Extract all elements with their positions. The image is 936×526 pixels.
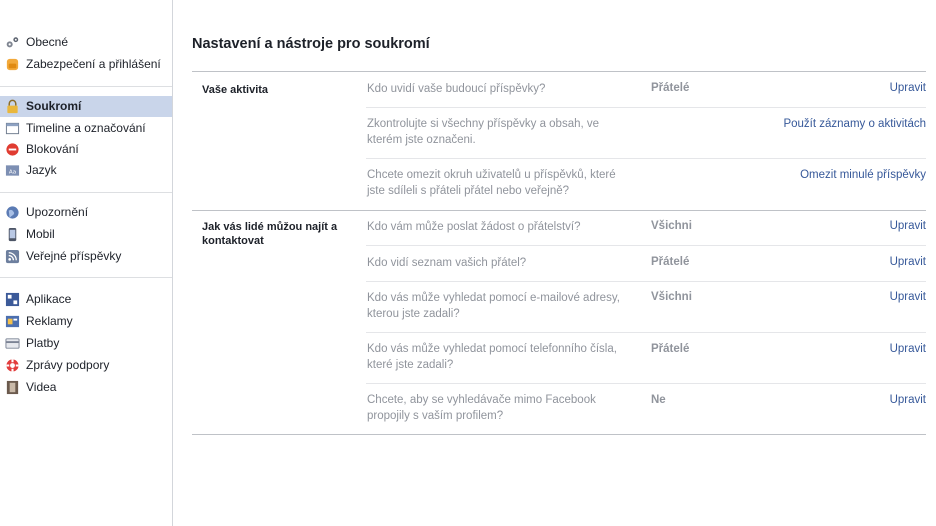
row-divider bbox=[366, 332, 926, 333]
rss-icon bbox=[5, 249, 20, 264]
section-title-how-people-find-you: Jak vás lidé můžou najít a kontaktovat bbox=[202, 221, 338, 247]
settings-sidebar bbox=[0, 0, 173, 526]
setting-value: Přátelé bbox=[651, 82, 690, 94]
limit-past-posts-link[interactable]: Omezit minulé příspěvky bbox=[800, 169, 926, 181]
sidebar-item-label: Jazyk bbox=[26, 163, 57, 177]
ads-icon bbox=[5, 314, 20, 329]
sidebar-item-label: Zprávy podpory bbox=[26, 358, 110, 372]
sidebar-item-notifications[interactable] bbox=[0, 202, 172, 223]
section-title-your-activity: Vaše aktivita bbox=[202, 84, 269, 96]
section-divider bbox=[192, 71, 926, 72]
sidebar-item-public-posts[interactable] bbox=[0, 246, 172, 267]
sidebar-item-label: Platby bbox=[26, 336, 60, 350]
sidebar-item-language[interactable] bbox=[0, 160, 172, 181]
mobile-icon bbox=[5, 227, 20, 242]
sidebar-item-label: Aplikace bbox=[26, 292, 72, 306]
sidebar-item-label: Obecné bbox=[26, 35, 69, 49]
row-divider bbox=[366, 107, 926, 108]
sidebar-item-label: Mobil bbox=[26, 227, 55, 241]
edit-search-engine-link[interactable]: Upravit bbox=[889, 394, 926, 406]
setting-value: Všichni bbox=[651, 220, 692, 232]
sidebar-item-label: Veřejné příspěvky bbox=[26, 249, 122, 263]
use-activity-log-link[interactable]: Použít záznamy o aktivitách bbox=[783, 118, 926, 130]
block-icon bbox=[5, 142, 20, 157]
privacy-settings-panel bbox=[174, 0, 936, 526]
sidebar-item-label: Timeline a označování bbox=[26, 121, 146, 135]
sidebar-item-label: Videa bbox=[26, 380, 57, 394]
sidebar-item-blocking[interactable] bbox=[0, 139, 172, 160]
sidebar-item-label: Upozornění bbox=[26, 205, 89, 219]
sidebar-item-ads[interactable] bbox=[0, 311, 172, 332]
sidebar-divider bbox=[0, 192, 172, 193]
edit-future-posts-link[interactable]: Upravit bbox=[889, 82, 926, 94]
page-title: Nastavení a nástroje pro soukromí bbox=[192, 36, 430, 52]
edit-friend-requests-link[interactable]: Upravit bbox=[889, 220, 926, 232]
sidebar-item-label: Soukromí bbox=[26, 99, 82, 113]
sidebar-item-label: Zabezpečení a přihlášení bbox=[26, 57, 161, 71]
setting-question: Kdo vidí seznam vašich přátel? bbox=[367, 257, 527, 269]
setting-question: Kdo vás může vyhledat pomocí e-mailové adresy, kterou jste zadali? bbox=[367, 292, 620, 320]
setting-question: Chcete, aby se vyhledávače mimo Facebook propojily s vaším profilem? bbox=[367, 394, 596, 422]
section-divider bbox=[192, 210, 926, 211]
apps-icon bbox=[5, 292, 20, 307]
globe-icon bbox=[5, 205, 20, 220]
sidebar-item-mobile[interactable] bbox=[0, 224, 172, 245]
lifebuoy-icon bbox=[5, 358, 20, 373]
row-divider bbox=[366, 383, 926, 384]
section-divider bbox=[192, 434, 926, 435]
sidebar-item-timeline[interactable] bbox=[0, 118, 172, 139]
row-divider bbox=[366, 281, 926, 282]
sidebar-item-support-inbox[interactable] bbox=[0, 355, 172, 376]
edit-email-lookup-link[interactable]: Upravit bbox=[889, 291, 926, 303]
sidebar-divider bbox=[0, 277, 172, 278]
sidebar-item-general[interactable] bbox=[0, 32, 172, 53]
setting-value: Všichni bbox=[651, 291, 692, 303]
sidebar-divider bbox=[0, 86, 172, 87]
setting-question: Zkontrolujte si všechny příspěvky a obsah, ve kterém jste označeni. bbox=[367, 118, 600, 146]
edit-phone-lookup-link[interactable]: Upravit bbox=[889, 343, 926, 355]
setting-value: Ne bbox=[651, 394, 666, 406]
language-icon bbox=[5, 163, 20, 178]
sidebar-item-privacy[interactable] bbox=[0, 96, 172, 117]
svg-text:Aa: Aa bbox=[8, 169, 17, 176]
setting-value: Přátelé bbox=[651, 256, 690, 268]
lock-icon bbox=[5, 99, 20, 114]
sidebar-item-apps[interactable] bbox=[0, 289, 172, 310]
sidebar-item-label: Blokování bbox=[26, 142, 79, 156]
setting-question: Kdo vám může poslat žádost o přátelství? bbox=[367, 221, 581, 233]
sidebar-item-label: Reklamy bbox=[26, 314, 73, 328]
setting-question: Kdo vás může vyhledat pomocí telefonního čísla, které jste zadali? bbox=[367, 343, 617, 371]
timeline-icon bbox=[5, 121, 20, 136]
row-divider bbox=[366, 158, 926, 159]
sidebar-item-payments[interactable] bbox=[0, 333, 172, 354]
setting-question: Chcete omezit okruh uživatelů u příspěvků, které jste sdíleli s přáteli přátel nebo veřejně? bbox=[367, 169, 616, 197]
badge-icon bbox=[5, 57, 20, 72]
sidebar-item-security[interactable] bbox=[0, 54, 172, 75]
gears-icon bbox=[5, 35, 20, 50]
setting-question: Kdo uvidí vaše budoucí příspěvky? bbox=[367, 83, 546, 95]
film-icon bbox=[5, 380, 20, 395]
sidebar-item-videos[interactable] bbox=[0, 377, 172, 398]
card-icon bbox=[5, 336, 20, 351]
setting-value: Přátelé bbox=[651, 343, 690, 355]
row-divider bbox=[366, 245, 926, 246]
edit-friends-list-link[interactable]: Upravit bbox=[889, 256, 926, 268]
